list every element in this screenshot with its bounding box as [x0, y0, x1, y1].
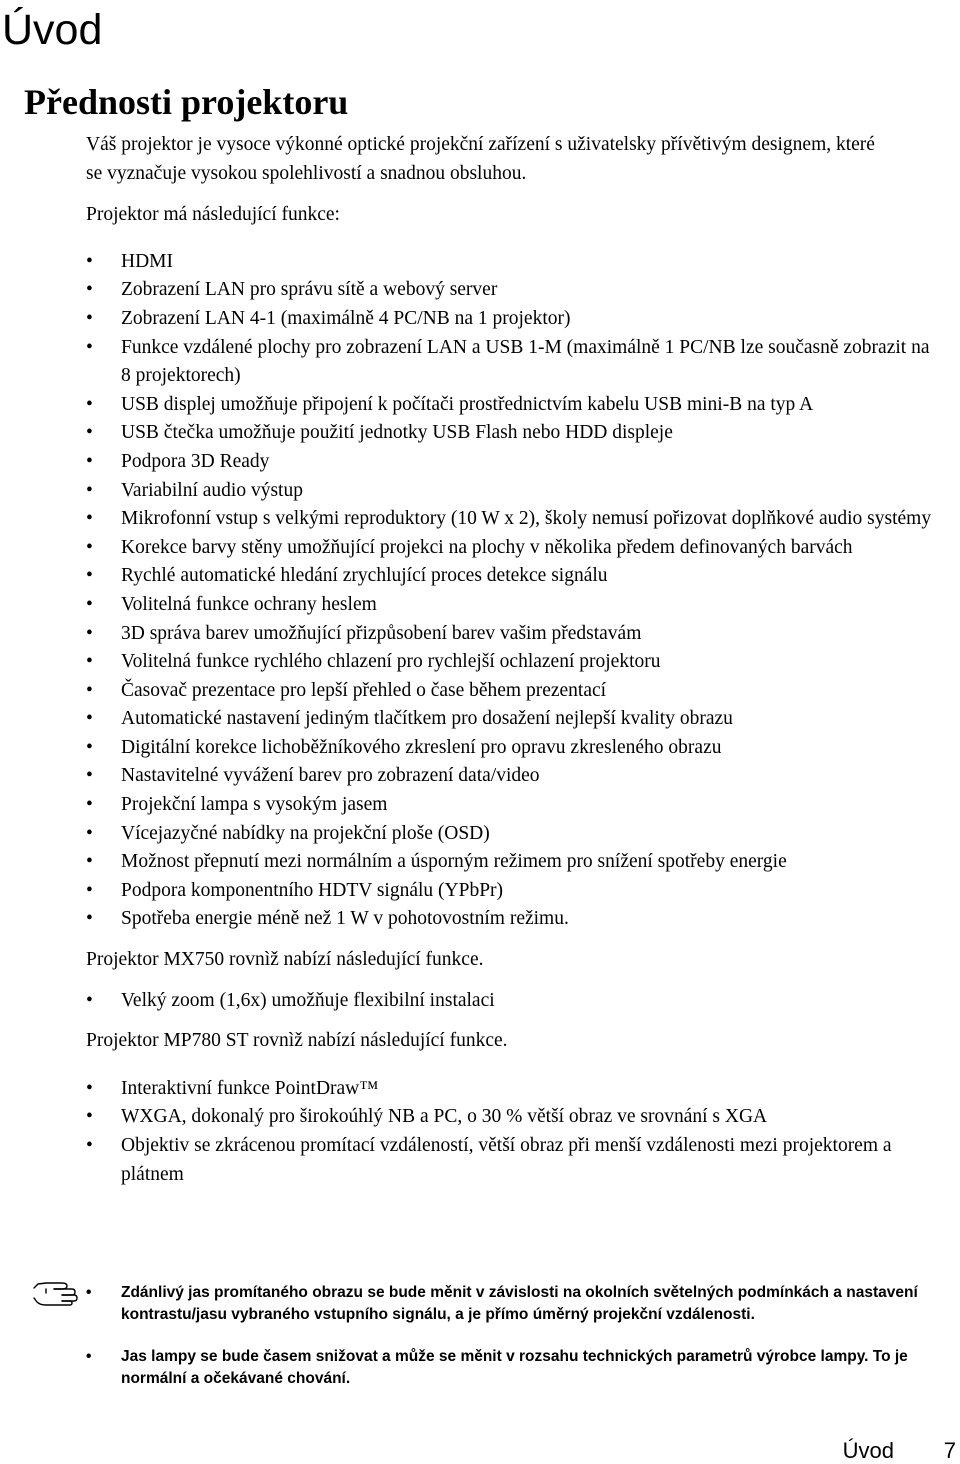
- bullet-icon: •: [86, 336, 93, 358]
- bullet-icon: •: [86, 736, 93, 758]
- feature-item: [86, 705, 936, 734]
- mx750-heading: Projektor MX750 rovnìž nabízí následující funkce.: [86, 949, 484, 971]
- feature-item-text: Nastavitelné vyvážení barev pro zobrazení data/video: [121, 765, 540, 787]
- feature-item: [86, 591, 936, 620]
- feature-item-text: USB displej umožňuje připojení k počítači prostřednictvím kabelu USB mini-B na typ A: [121, 393, 814, 415]
- bullet-icon: •: [86, 250, 93, 272]
- feature-item-text: 3D správa barev umožňující přizpůsobení barev vašim představám: [121, 622, 642, 644]
- feature-item: [86, 448, 936, 477]
- bullet-icon: •: [86, 1135, 93, 1156]
- feature-item: [86, 248, 936, 277]
- chapter-title: Úvod: [2, 6, 103, 54]
- feature-item-text: Digitální korekce lichoběžníkového zkreslení pro opravu zkresleného obrazu: [121, 736, 722, 758]
- feature-item-text: USB čtečka umožňuje použití jednotky USB Flash nebo HDD displeje: [121, 422, 673, 444]
- pointing-hand-icon: [32, 1280, 84, 1306]
- feature-item-text: Projekční lampa s vysokým jasem: [121, 794, 388, 816]
- feature-item: [86, 305, 936, 334]
- feature-item: [86, 477, 936, 506]
- feature-item-text: Korekce barvy stěny umožňující projekci na plochy v několika předem definovaných barvách: [121, 536, 853, 558]
- bullet-icon: •: [86, 651, 93, 673]
- mp780-feature-item: [86, 1103, 896, 1132]
- feature-item: [86, 391, 936, 420]
- note-item: [86, 1282, 936, 1325]
- bullet-icon: •: [86, 765, 93, 787]
- feature-item-text: Variabilní audio výstup: [121, 479, 303, 501]
- feature-item-text: HDMI: [121, 250, 173, 272]
- feature-item-text: Zobrazení LAN pro správu sítě a webový server: [121, 279, 498, 301]
- note-item: [86, 1346, 936, 1389]
- feature-item-text: Možnost přepnutí mezi normálním a úsporným režimem pro snížení spotřeby energie: [121, 851, 787, 873]
- mp780-feature-item-text: Objektiv se zkrácenou promítací vzdáleností, větší obraz při menší vzdálenosti mezi projektorem a plátnem: [121, 1135, 892, 1185]
- feature-item-text: Zobrazení LAN 4-1 (maximálně 4 PC/NB na 1 projektor): [121, 307, 571, 329]
- bullet-icon: •: [86, 1284, 92, 1301]
- feature-item-text: Časovač prezentace pro lepší přehled o čase během prezentací: [121, 679, 607, 701]
- bullet-icon: •: [86, 1077, 93, 1099]
- mp780-features-list: [86, 1075, 946, 1189]
- feature-item: [86, 820, 936, 849]
- feature-item-text: Rychlé automatické hledání zrychlující proces detekce signálu: [121, 565, 608, 587]
- feature-item: [86, 648, 936, 677]
- bullet-icon: •: [86, 794, 93, 816]
- note-item-text: Zdánlivý jas promítaného obrazu se bude měnit v závislosti na okolních světelných podmínkách a nastavení kontrastu/jasu vybraného vstupního signálu, a je přímo úměrný projekční vzdálenosti.: [121, 1284, 918, 1323]
- note-item-text: Jas lampy se bude časem snižovat a může se měnit v rozsahu technických parametrů výrobce lampy. To je normální a očekávané chování.: [121, 1348, 908, 1387]
- feature-item: [86, 620, 936, 649]
- bullet-icon: •: [86, 989, 93, 1011]
- features-list: [86, 248, 946, 934]
- features-heading: Projektor má následující funkce:: [86, 204, 340, 226]
- mx750-features-list: [86, 987, 946, 1016]
- mp780-heading: Projektor MP780 ST rovnìž nabízí následující funkce.: [86, 1030, 508, 1052]
- bullet-icon: •: [86, 708, 93, 730]
- feature-item: [86, 905, 936, 934]
- bullet-icon: •: [86, 622, 93, 644]
- feature-item: [86, 562, 936, 591]
- feature-item-text: Spotřeba energie méně než 1 W v pohotovostním režimu.: [121, 908, 569, 930]
- feature-item: [86, 505, 936, 534]
- feature-item: [86, 848, 936, 877]
- mp780-feature-item-text: WXGA, dokonalý pro širokoúhlý NB a PC, o 30 % větší obraz ve srovnání s XGA: [121, 1106, 768, 1128]
- feature-item: [86, 419, 936, 448]
- feature-item: [86, 334, 936, 391]
- main-content: [86, 131, 946, 1189]
- feature-item-text: Volitelná funkce rychlého chlazení pro rychlejší ochlazení projektoru: [121, 651, 661, 673]
- bullet-icon: •: [86, 851, 93, 873]
- feature-item: [86, 534, 936, 563]
- mx750-feature-item-text: Velký zoom (1,6x) umožňuje flexibilní instalaci: [121, 989, 495, 1011]
- mp780-feature-item: [86, 1075, 896, 1104]
- notes-list: [86, 1282, 936, 1389]
- feature-item: [86, 276, 936, 305]
- feature-item-text: Volitelná funkce ochrany heslem: [121, 593, 377, 615]
- footer-section-title: Úvod: [842, 1438, 894, 1463]
- bullet-icon: •: [86, 1348, 92, 1365]
- feature-item-text: Mikrofonní vstup s velkými reproduktory (10 W x 2), školy nemusí pořizovat doplňkové audio systémy: [121, 508, 932, 530]
- bullet-icon: •: [86, 508, 93, 530]
- bullet-icon: •: [86, 479, 93, 501]
- mp780-feature-item: [86, 1132, 896, 1189]
- bullet-icon: •: [86, 393, 93, 415]
- bullet-icon: •: [86, 422, 93, 444]
- feature-item-text: Vícejazyčné nabídky na projekční ploše (OSD): [121, 822, 490, 844]
- bullet-icon: •: [86, 565, 93, 587]
- mp780-feature-item-text: Interaktivní funkce PointDraw™: [121, 1077, 379, 1099]
- bullet-icon: •: [86, 593, 93, 615]
- bullet-icon: •: [86, 908, 93, 930]
- page-number: 7: [943, 1438, 956, 1463]
- feature-item: [86, 677, 936, 706]
- bullet-icon: •: [86, 822, 93, 844]
- bullet-icon: •: [86, 536, 93, 558]
- bullet-icon: •: [86, 879, 93, 901]
- mx750-feature-item: [86, 987, 946, 1016]
- feature-item: [86, 734, 936, 763]
- intro-paragraph: Váš projektor je vysoce výkonné optické projekční zařízení s uživatelsky přívětivým designem, které se vyznačuje vysokou spolehlivostí a snadnou obsluhou.: [86, 134, 875, 184]
- bullet-icon: •: [86, 1106, 93, 1128]
- section-title: Přednosti projektoru: [24, 82, 349, 122]
- feature-item: [86, 791, 936, 820]
- feature-item-text: Podpora 3D Ready: [121, 450, 270, 472]
- feature-item: [86, 762, 936, 791]
- bullet-icon: •: [86, 307, 93, 329]
- bullet-icon: •: [86, 450, 93, 472]
- bullet-icon: •: [86, 279, 93, 301]
- feature-item: [86, 877, 936, 906]
- feature-item-text: Automatické nastavení jediným tlačítkem pro dosažení nejlepší kvality obrazu: [121, 708, 733, 730]
- bullet-icon: •: [86, 679, 93, 701]
- feature-item-text: Podpora komponentního HDTV signálu (YPbPr): [121, 879, 504, 901]
- feature-item-text: Funkce vzdálené plochy pro zobrazení LAN a USB 1-M (maximálně 1 PC/NB lze současně zobrazit na 8 projektorech): [121, 336, 930, 387]
